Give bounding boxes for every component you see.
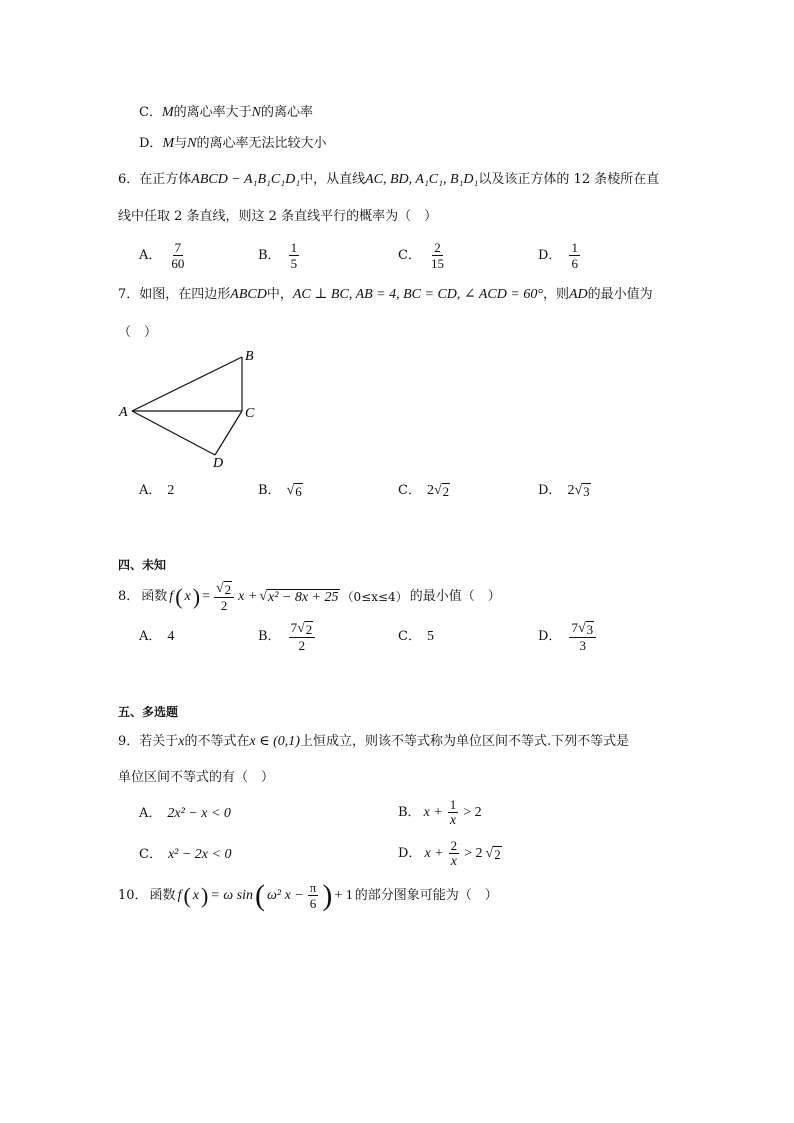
fraction: $\frac{\pi}{6}$ bbox=[309, 880, 317, 911]
q7-condition: AC ⊥ BC, AB = 4, BC = CD, ∠ ACD = 60° bbox=[292, 287, 543, 302]
section-heading-unknown: 四、未知 bbox=[118, 558, 167, 572]
square-root: √ 2 bbox=[485, 845, 501, 862]
fraction: √ 2 2 bbox=[214, 580, 234, 613]
q8-option-c: C． 5 bbox=[398, 629, 434, 644]
q7-quadrilateral-figure bbox=[115, 345, 265, 470]
fraction: 7 √ 2 2 bbox=[289, 620, 316, 653]
segment-ad bbox=[132, 411, 215, 455]
q5-option-c: C．M的离心率大于N的离心率 bbox=[139, 105, 313, 120]
q8-option-a: A． 4 bbox=[139, 629, 175, 644]
q6-stem-line1: 6．在正方体ABCD − A₁B₁C₁D₁中，从直线AC, BD, A₁C₁, B₁D₁以及该正方体的 12 条棱所在直 bbox=[118, 172, 660, 187]
fraction: 7 √ 3 3 bbox=[569, 620, 596, 653]
q5-option-d: D．M与N的离心率无法比较大小 bbox=[139, 136, 327, 151]
q7-option-c: C． 2 √ 2 bbox=[398, 483, 450, 499]
q8-option-d: D． 7 √ 3 3 bbox=[538, 620, 598, 653]
q7-option-b: B． √ 6 bbox=[258, 483, 302, 499]
q6-cube: ABCD − A₁B₁C₁D₁ bbox=[191, 172, 301, 187]
label-d: D bbox=[213, 456, 224, 470]
fraction: $\frac{2}{15}$ bbox=[430, 240, 444, 271]
square-root: √ x² − 8x + 25 bbox=[259, 588, 339, 605]
q9-option-b: B． x + $\frac{1}{x}$ > 2 bbox=[398, 797, 482, 828]
q5-var-m: M bbox=[161, 105, 174, 120]
segment-cd bbox=[215, 411, 242, 455]
label-c: C bbox=[245, 406, 255, 421]
q5-var-n: N bbox=[251, 105, 261, 120]
square-root: √ 2 bbox=[433, 483, 450, 499]
q8-stem: 8． 函数 f ( x ) = √ 2 2 x + √ x² − 8x + 25 （0≤x≤4） 的最小值（ ） bbox=[118, 581, 501, 613]
q7-option-d: D． 2 √ 3 bbox=[538, 483, 590, 499]
fraction: $\frac{1}{x}$ bbox=[449, 797, 457, 828]
q9-option-c: C． x² − 2x < 0 bbox=[139, 847, 232, 862]
q10-stem: 10． 函数 f ( x ) = ω sin ( ω² x − $\frac{\pi}{6}$ ) + 1 的部分图象可能为（ ） bbox=[118, 878, 498, 912]
q8-option-b: B． 7 √ 2 2 bbox=[258, 620, 317, 653]
q6-option-d: D． $\frac{1}{6}$ bbox=[538, 240, 578, 271]
q7-stem-line1: 7．如图，在四边形ABCD中，AC ⊥ BC, AB = 4, BC = CD, ∠ ACD = 60°，则AD的最小值为 bbox=[118, 287, 653, 302]
q6-option-b: B． $\frac{1}{5}$ bbox=[258, 240, 298, 271]
q7-option-a: A． 2 bbox=[139, 483, 175, 498]
q9-stem-line1: 9．若关于x的不等式在x ∈ (0,1)上恒成立，则该不等式称为单位区间不等式.下列不等式是 bbox=[118, 734, 630, 749]
label-a: A bbox=[119, 405, 128, 420]
q6-lines: AC, BD, A₁C₁, B₁D₁ bbox=[365, 172, 479, 187]
q6-option-c: C． $\frac{2}{15}$ bbox=[398, 240, 444, 271]
q9-option-a: A． 2x² − x < 0 bbox=[139, 806, 231, 821]
label-b: B bbox=[245, 349, 254, 364]
section-heading-multiple-choice: 五、多选题 bbox=[118, 705, 179, 719]
square-root: √ 3 bbox=[574, 483, 590, 499]
segment-ab bbox=[132, 357, 242, 411]
q9-option-d: D． x + $\frac{2}{x}$ > 2 √ 2 bbox=[398, 838, 501, 869]
fraction: $\frac{1}{5}$ bbox=[290, 240, 298, 271]
q6-option-a: A． $\frac{7}{60}$ bbox=[139, 240, 185, 271]
q9-stem-line2: 单位区间不等式的有（ ） bbox=[118, 770, 275, 785]
q6-stem-line2: 线中任取 2 条直线，则这 2 条直线平行的概率为（ ） bbox=[118, 209, 438, 224]
fraction: $\frac{2}{x}$ bbox=[450, 838, 458, 869]
fraction: $\frac{1}{6}$ bbox=[571, 240, 578, 271]
square-root: √ 6 bbox=[286, 483, 302, 499]
q7-stem-line2: （ ） bbox=[118, 325, 158, 340]
fraction: $\frac{7}{60}$ bbox=[171, 240, 185, 271]
